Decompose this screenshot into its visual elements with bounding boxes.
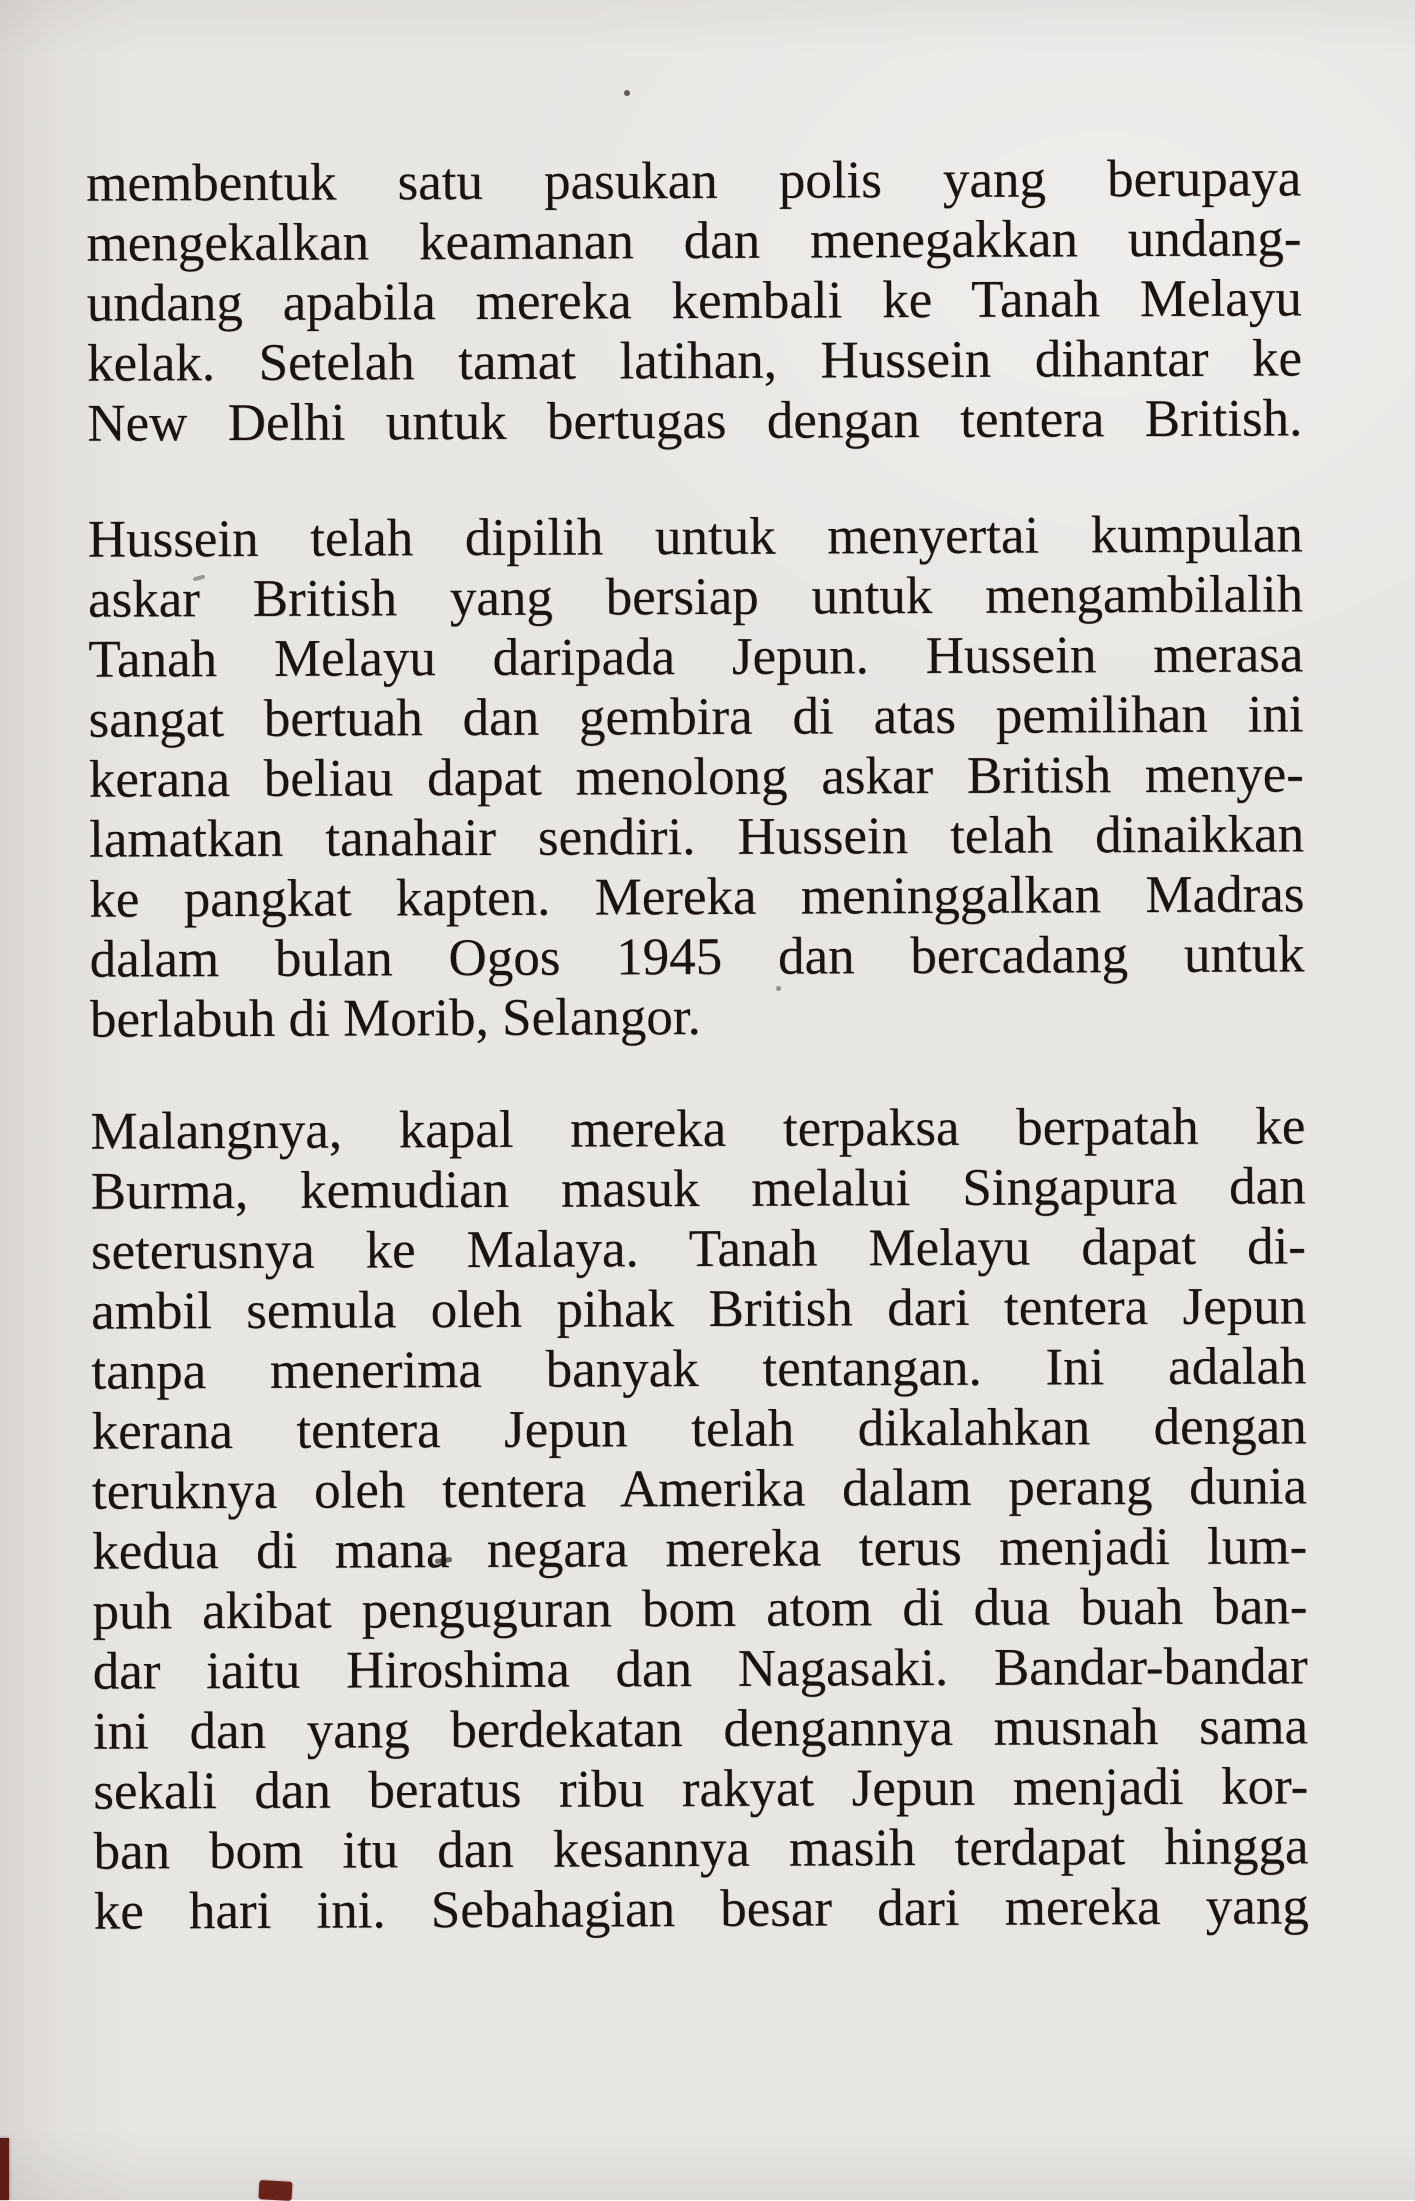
ink-speck [624, 90, 630, 96]
text-line: undang apabila mereka kembali ke Tanah Melayu [86, 269, 1302, 333]
paragraph-3 [90, 1096, 1309, 1941]
text-line: Hussein telah dipilih untuk menyertai kumpulan [87, 505, 1303, 569]
paragraph-1 [86, 148, 1302, 453]
text-line: ini dan yang berdekatan dengannya musnah sama [92, 1697, 1309, 1761]
text-block [86, 148, 1309, 1941]
text-line: seterusnya ke Malaya. Tanah Melayu dapat di- [90, 1217, 1307, 1281]
text-line: dalam bulan Ogos 1945 dan bercadang untuk [89, 925, 1305, 989]
text-line: membentuk satu pasukan polis yang berupaya [86, 149, 1302, 213]
text-line: teruknya oleh tentera Amerika dalam perang dunia [91, 1457, 1308, 1521]
text-line: berlabuh di Morib, Selangor. [89, 987, 701, 1049]
text-line: ke hari ini. Sebahagian besar dari mereka yang [93, 1877, 1309, 1941]
scan-edge-mark [0, 2138, 9, 2200]
text-line: mengekalkan keamanan dan menegakkan undang- [86, 209, 1302, 273]
text-line: Tanah Melayu daripada Jepun. Hussein merasa [88, 625, 1304, 689]
text-line: Burma, kemudian masuk melalui Singapura dan [90, 1157, 1306, 1221]
text-line: kerana tentera Jepun telah dikalahkan dengan [91, 1397, 1307, 1461]
text-line: tanpa menerima banyak tentangan. Ini adalah [91, 1337, 1307, 1401]
paragraph-2 [88, 504, 1305, 1049]
text-line: kelak. Setelah tamat latihan, Hussein dihantar ke [86, 329, 1303, 393]
text-line: dar iaitu Hiroshima dan Nagasaki. Bandar-bandar [92, 1637, 1308, 1701]
text-line: New Delhi untuk bertugas dengan tentera British. [87, 389, 1303, 453]
text-line: ke pangkat kapten. Mereka meninggalkan Madras [89, 865, 1305, 929]
text-line: kedua di mana negara mereka terus menjadi lum- [92, 1517, 1308, 1581]
text-line: ambil semula oleh pihak British dari tentera Jepun [91, 1277, 1307, 1341]
text-line: ban bom itu dan kesannya masih terdapat hingga [93, 1817, 1309, 1881]
text-line: Malangnya, kapal mereka terpaksa berpatah ke [90, 1097, 1306, 1161]
text-line: sangat bertuah dan gembira di atas pemilihan ini [88, 685, 1304, 749]
text-line: askar British yang bersiap untuk mengambilalih [87, 565, 1304, 629]
text-line: kerana beliau dapat menolong askar British menye- [88, 745, 1304, 809]
text-line: sekali dan beratus ribu rakyat Jepun menjadi kor- [93, 1757, 1309, 1821]
text-line: puh akibat penguguran bom atom di dua buah ban- [92, 1577, 1308, 1641]
scan-edge-mark [259, 2180, 293, 2201]
text-line: lamatkan tanahair sendiri. Hussein telah dinaikkan [88, 805, 1305, 869]
